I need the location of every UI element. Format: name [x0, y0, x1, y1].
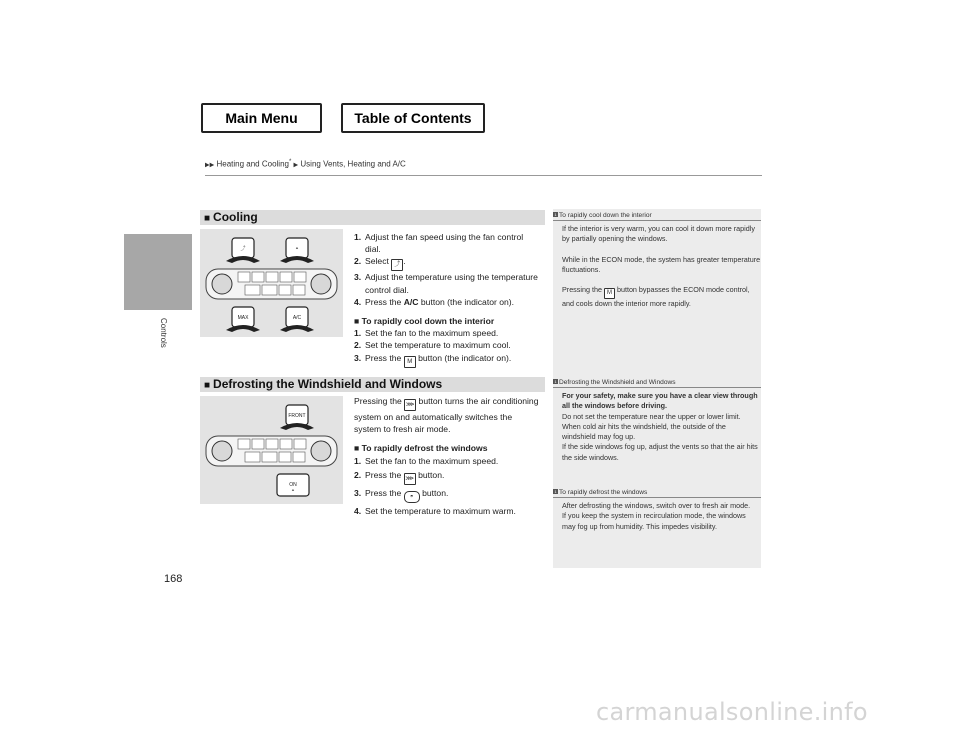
svg-text:ON: ON	[289, 482, 297, 488]
note-defrost	[553, 378, 761, 463]
note-marker-icon: 1	[554, 379, 557, 384]
note-paragraph: After defrosting the windows, switch over to fresh air mode.	[562, 501, 751, 510]
note-title: 1 To rapidly cool down the interior	[553, 211, 761, 221]
svg-text:◓: ◓	[295, 246, 299, 252]
cooling-step: 3. Adjust the temperature using the temperature control dial.	[354, 272, 538, 295]
cooling-step: 4. Press the A/C button (the indicator on).	[354, 296, 515, 307]
rapid-cool-step: 2. Set the temperature to maximum cool.	[354, 340, 511, 351]
cooling-control-panel-illustration	[200, 229, 343, 337]
cooling-step: 2. Select ⤴ .	[354, 255, 541, 271]
rapid-cool-heading: ■ To rapidly cool down the interior	[354, 316, 495, 327]
note-rapid-cool	[553, 211, 761, 309]
rapid-defrost-step: 1. Set the fan to the maximum speed.	[354, 455, 499, 466]
rapid-defrost-step: 2. Press the ⋙ button.	[354, 469, 541, 485]
rapid-cool-step: 1. Set the fan to the maximum speed.	[354, 328, 499, 339]
rapid-defrost-step: 3. Press the ◓ button.	[354, 487, 541, 503]
note-title: 1 Defrosting the Windshield and Windows	[553, 378, 761, 388]
fresh-air-icon: ◓	[404, 491, 420, 503]
side-tab-label: Controls	[159, 318, 168, 348]
svg-text:FRONT: FRONT	[288, 413, 306, 419]
max-ac-icon: M	[404, 356, 416, 368]
table-of-contents-button[interactable]: Table of Contents	[341, 103, 485, 133]
cooling-heading	[200, 210, 545, 225]
page-number: 168	[164, 573, 183, 585]
max-ac-icon: M	[604, 288, 615, 299]
section-square-icon: ■	[204, 213, 211, 224]
note-paragraph: While in the ECON mode, the system has greater temperature fluctuations.	[562, 254, 761, 274]
cooling-heading-text: Cooling	[213, 210, 258, 224]
breadcrumb-asterisk: *	[288, 159, 292, 165]
breadcrumb-arrow-icon: ▶	[293, 162, 299, 169]
recirculation-mode-icon: ⤴	[391, 259, 403, 271]
section-square-icon: ■	[204, 380, 211, 391]
front-defrost-icon: ⋙	[404, 473, 416, 485]
cooling-step: 1. Adjust the fan speed using the fan control dial.	[354, 232, 524, 255]
note-title: 1 To rapidly defrost the windows	[553, 488, 761, 498]
svg-text:⤴: ⤴	[240, 246, 246, 252]
rapid-cool-step: 3. Press the M button (the indicator on).	[354, 352, 541, 368]
rapid-defrost-step: 4. Set the temperature to maximum warm.	[354, 505, 516, 516]
breadcrumb-arrow-icon: ▶▶	[205, 162, 215, 169]
note-warning: For your safety, make sure you have a clear view through all the windows before driving.	[562, 391, 758, 411]
defrost-heading-text: Defrosting the Windshield and Windows	[213, 377, 443, 391]
note-marker-icon: 1	[554, 212, 557, 217]
breadcrumb-heating-cooling[interactable]: Heating and Cooling	[216, 159, 289, 169]
note-paragraph: Do not set the temperature near the upper or lower limit.	[562, 411, 741, 421]
note-paragraph: Pressing the M button bypasses the ECON mode control, and cools down the interior more rapidly.	[562, 285, 750, 309]
defrost-control-panel-illustration	[200, 396, 343, 504]
svg-text:◓: ◓	[291, 488, 295, 494]
note-marker-icon: 1	[554, 489, 557, 494]
svg-text:A/C: A/C	[292, 315, 302, 321]
rapid-defrost-heading: ■ To rapidly defrost the windows	[354, 443, 488, 454]
note-rapid-defrost	[553, 488, 761, 532]
main-menu-button[interactable]: Main Menu	[201, 103, 322, 133]
note-paragraph: If you keep the system in recirculation mode, the windows may fog up from humidity. This impedes visibility.	[562, 511, 746, 531]
svg-text:MAX: MAX	[237, 315, 249, 321]
note-paragraph: If the side windows fog up, adjust the vents so that the air hits the side windows.	[562, 442, 758, 462]
cooling-steps	[354, 231, 541, 368]
defrost-intro: Pressing the ⋙ button turns the air conditioning system on and automatically switches the system to fresh air mode.	[354, 396, 539, 435]
breadcrumb	[205, 159, 406, 169]
watermark: carmanualsonline.info	[596, 698, 868, 726]
header-divider	[205, 175, 762, 176]
breadcrumb-using-vents[interactable]: Using Vents, Heating and A/C	[300, 159, 406, 169]
side-tab	[124, 234, 192, 310]
defrost-text	[354, 395, 541, 517]
defrost-button-icon: ⋙	[404, 399, 416, 411]
note-paragraph: If the interior is very warm, you can cool it down more rapidly by partially opening the windows.	[562, 224, 755, 244]
defrost-heading	[200, 377, 545, 392]
note-paragraph: When cold air hits the windshield, the outside of the windshield may fog up.	[562, 421, 726, 442]
